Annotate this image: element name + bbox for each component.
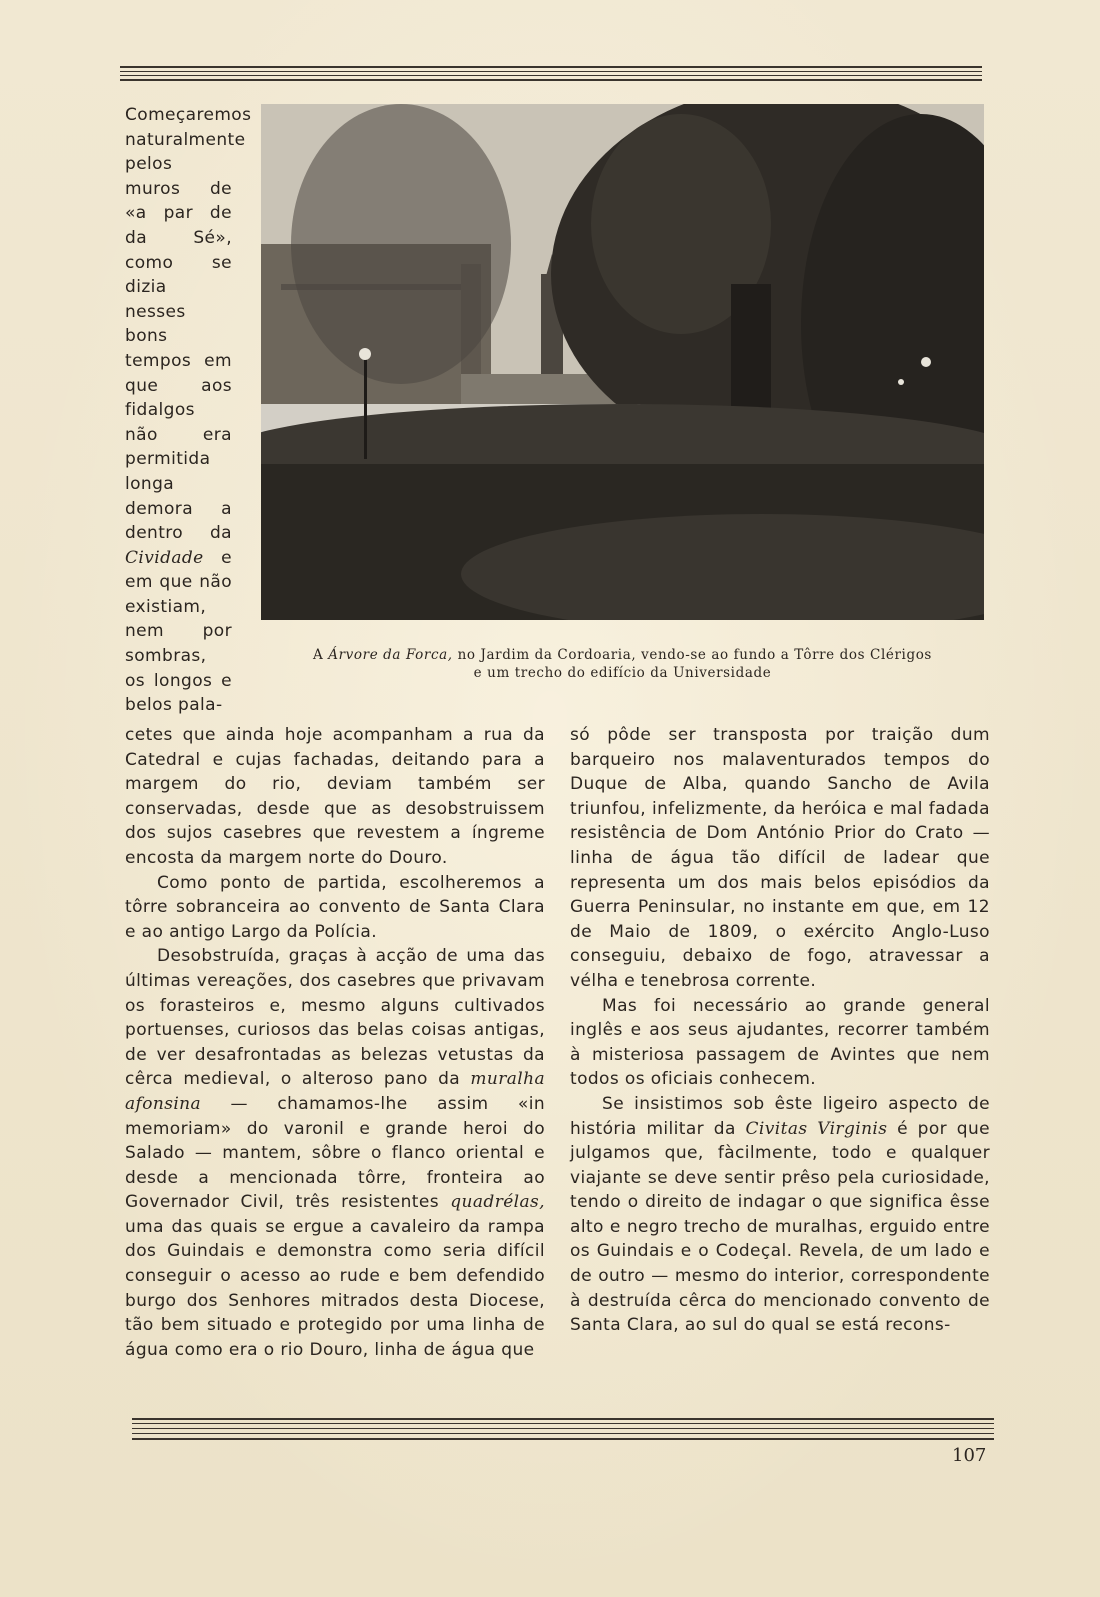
right-paragraph-3-text-b: é por que julgamos que, fàcilmente, todo e qualquer viajante se deve sentir prêso pela curiosidade, tendo o direito de indagar o que significa êsse alto e negro trecho de muralhas, erguido entre os Guindais e o Codeçal. Revela, de um lado e de outro — mesmo do interior, correspondente à destruída cêrca do mencionado convento de Santa Clara, ao sul do qual se está recons- [570, 1118, 990, 1336]
top-rule [120, 66, 982, 82]
garden-photo-illustration [261, 104, 984, 620]
left-paragraph-2: Como ponto de partida, escolheremos a tôrre sobranceira ao convento de Santa Clara e ao antigo Largo da Polícia. [125, 872, 545, 942]
left-paragraph-3-text-c: uma das quais se ergue a cavaleiro da rampa dos Guindais e demonstra como seria difícil conseguir o acesso ao rude e bem defendido burgo dos Senhores mitrados desta Diocese, tão bem situado e protegido por uma linha de água como era o rio Douro, linha de água que [125, 1216, 545, 1360]
narrow-text-a: Começaremos naturalmente pelos muros de «a par de da Sé», como se dizia nesses bons tempos em que aos fidalgos não era permitida longa demora a dentro da [125, 105, 252, 544]
figure-caption [261, 646, 984, 682]
caption-title: Árvore da Forca, [328, 647, 453, 663]
right-paragraph-3-italic: Civitas Virginis [745, 1118, 888, 1139]
page-number: 107 [952, 1445, 987, 1466]
left-paragraph-3-italic-2: quadrélas, [450, 1192, 545, 1213]
left-column [125, 723, 545, 1362]
caption-line-1 [261, 646, 984, 664]
left-paragraph-3-text-b: — chamamos-lhe assim «in memoriam» do varonil e grande heroi do Salado — mantem, sôbre o flanco oriental e desde a mencionada tôrre, fronteira ao Governador Civil, três resistentes [125, 1093, 545, 1213]
bottom-rule [132, 1418, 994, 1442]
narrow-column [125, 103, 252, 718]
caption-line-2: e um trecho do edifício da Universidade [473, 665, 772, 681]
caption-line-1-rest: no Jardim da Cordoaria, vendo-se ao fundo a Tôrre dos Clérigos [452, 647, 932, 663]
narrow-text-italic: Cividade [125, 547, 204, 568]
left-paragraph-3-text-a: Desobstruída, graças à acção de uma das últimas vereações, dos casebres que privavam os forasteiros e, mesmo alguns cultivados portuenses, curiosos das belas coisas antigas, de ver desafrontadas as belezas vetustas da cêrca medieval, o alteroso pano da [125, 946, 545, 1090]
right-paragraph-3 [570, 1092, 990, 1338]
right-paragraph-3-text-a: Se insistimos sob êste ligeiro aspecto de história militar da [570, 1093, 990, 1139]
left-paragraph-3 [125, 944, 545, 1362]
right-column [570, 723, 990, 1338]
left-paragraph-1: cetes que ainda hoje acompanham a rua da Catedral e cujas fachadas, deitando para a margem do rio, deviam também ser conservadas, desde que as desobstruissem dos sujos casebres que revestem a íngreme encosta da margem norte do Douro. [125, 725, 545, 868]
narrow-text-b: e em que não existiam, nem por sombras, os longos e belos pala- [125, 547, 232, 716]
right-paragraph-2: Mas foi necessário ao grande general inglês e aos seus ajudantes, recorrer também à misteriosa passagem de Avintes que nem todos os oficiais conhecem. [570, 995, 990, 1090]
photograph [261, 104, 984, 620]
caption-prefix: A [313, 647, 329, 663]
right-paragraph-1: só pôde ser transposta por traição dum barqueiro nos malaventurados tempos do Duque de Alba, quando Sancho de Avila triunfou, infelizmente, da heróica e mal fadada resistência de Dom António Prior do Crato — linha de água tão difícil de ladear que representa um dos mais belos episódios da Guerra Peninsular, no instante em que, em 12 de Maio de 1809, o exército Anglo-Luso conseguiu, debaixo de fogo, atravessar a vélha e tenebrosa corrente. [570, 725, 990, 991]
left-paragraph-3-italic-1: muralha afonsina [125, 1069, 545, 1114]
